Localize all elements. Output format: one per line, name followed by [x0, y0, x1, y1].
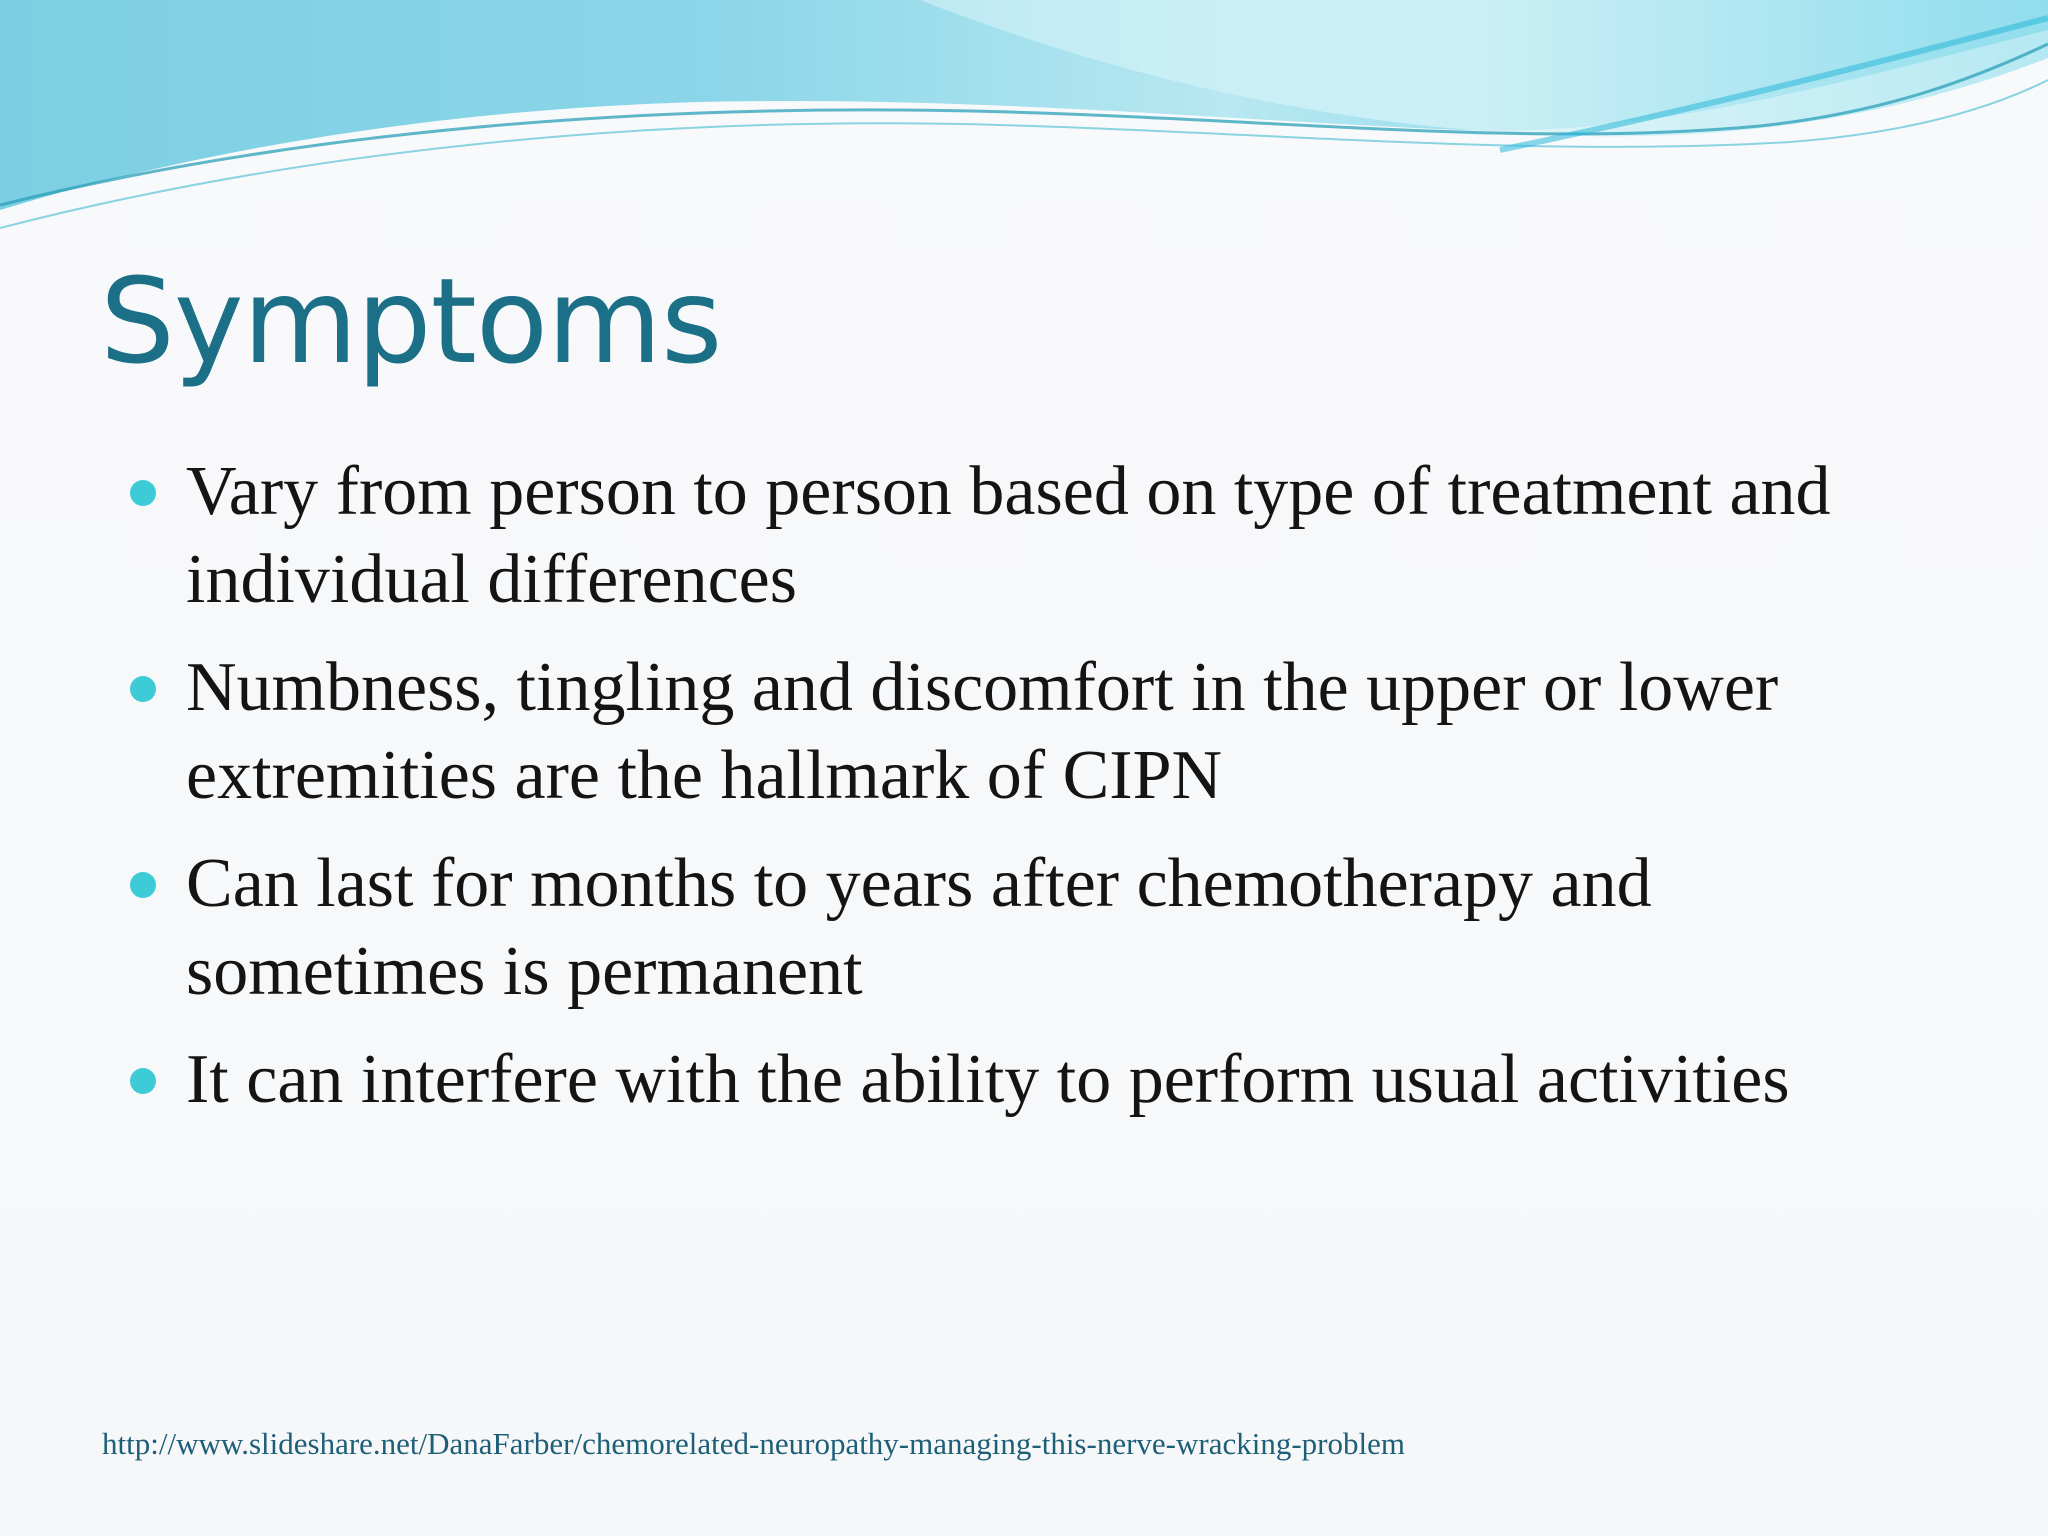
bullet-text: Numbness, tingling and discomfort in the upper or lower extremities are the hallmark of CIPN [186, 649, 1779, 814]
bullet-list [130, 448, 1960, 1144]
bullet-text: It can interfere with the ability to perform usual activities [186, 1041, 1790, 1118]
bullet-dot-icon [130, 676, 156, 702]
source-link[interactable]: http://www.slideshare.net/DanaFarber/chemorelated-neuropathy-managing-this-nerve-wracking-problem [102, 1426, 1405, 1461]
bullet-dot-icon [130, 480, 156, 506]
bullet-item [130, 840, 1960, 1016]
bullet-dot-icon [130, 872, 156, 898]
bullet-item [130, 1036, 1960, 1124]
bullet-text: Can last for months to years after chemotherapy and sometimes is permanent [186, 845, 1652, 1010]
bullet-dot-icon [130, 1068, 156, 1094]
decorative-wave-header [0, 0, 2048, 250]
bullet-item [130, 448, 1960, 624]
slide-title: Symptoms [100, 252, 722, 390]
bullet-text: Vary from person to person based on type of treatment and individual differences [186, 453, 1831, 618]
bullet-item [130, 644, 1960, 820]
